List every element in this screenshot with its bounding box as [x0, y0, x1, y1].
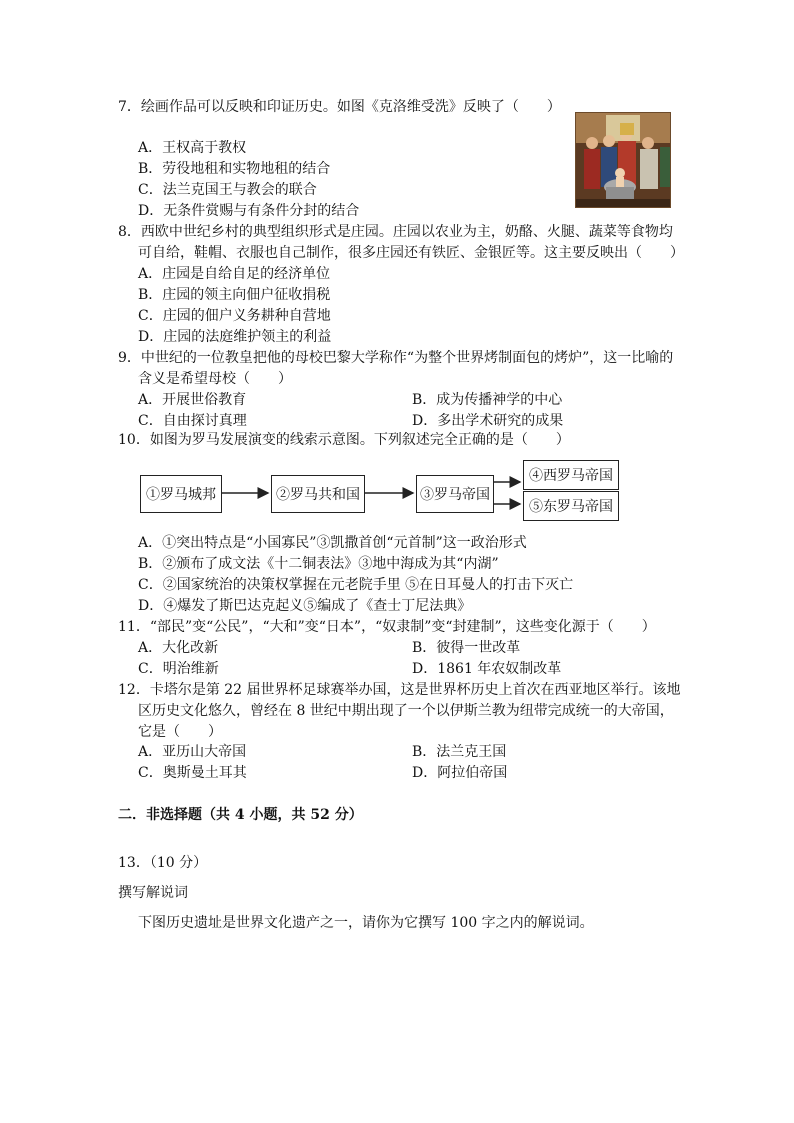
section2-title: 二．非选择题（共 4 小题，共 52 分） [118, 807, 363, 823]
painting-image [576, 113, 670, 207]
q8-option-b: B．庄园的领主向佃户征收捐税 [138, 287, 331, 303]
q12-option-b: B．法兰克王国 [412, 744, 507, 760]
q11-option-d: D．1861 年农奴制改革 [412, 661, 562, 677]
q12-stem-line1: 12．卡塔尔是第 22 届世界杯足球赛举办国，这是世界杯历史上首次在西亚地区举行。该地 [118, 682, 681, 698]
rome-flow-diagram [140, 460, 620, 524]
q9-stem-line1: 9．中世纪的一位教皇把他的母校巴黎大学称作“为整个世界烤制面包的烤炉”，这一比喻的 [118, 350, 674, 366]
q12-option-c: C．奥斯曼土耳其 [138, 765, 247, 781]
q13-body: 下图历史遗址是世界文化遗产之一，请你为它撰写 100 字之内的解说词。 [138, 915, 594, 931]
q9-option-b: B．成为传播神学的中心 [412, 392, 563, 408]
q7-option-c: C．法兰克国王与教会的联合 [138, 182, 317, 198]
q7-stem: 7．绘画作品可以反映和印证历史。如图《克洛维受洗》反映了（ ） [118, 99, 561, 115]
box-western-roman-empire: ④西罗马帝国 [523, 460, 619, 490]
q13-head: 13．（10 分） [118, 855, 208, 871]
box-eastern-roman-empire: ⑤东罗马帝国 [523, 491, 619, 521]
q7-option-d: D．无条件赏赐与有条件分封的结合 [138, 203, 360, 219]
q9-option-a: A．开展世俗教育 [138, 392, 247, 408]
q12-stem-line2: 区历史文化悠久，曾经在 8 世纪中期出现了一个以伊斯兰教为纽带完成统一的大帝国， [138, 703, 674, 719]
q10-option-a: A．①突出特点是“小国寡民”③凯撒首创“元首制”这一政治形式 [138, 535, 527, 551]
clovis-baptism-painting [575, 112, 671, 208]
q8-stem-line1: 8．西欧中世纪乡村的典型组织形式是庄园。庄园以农业为主，奶酪、火腿、蔬菜等食物均 [118, 224, 673, 240]
q11-option-b: B．彼得一世改革 [412, 640, 521, 656]
q12-stem-line3: 它是（ ） [138, 724, 222, 740]
q8-option-c: C．庄园的佃户义务耕种自营地 [138, 308, 331, 324]
q7-option-a: A．王权高于教权 [138, 140, 247, 156]
box-roman-republic: ②罗马共和国 [271, 475, 365, 513]
q10-option-b: B．②颁布了成文法《十二铜表法》③地中海成为其“内湖” [138, 556, 499, 572]
q8-option-d: D．庄园的法庭维护领主的利益 [138, 329, 332, 345]
q11-option-a: A．大化改新 [138, 640, 219, 656]
q10-option-d: D．④爆发了斯巴达克起义⑤编成了《查士丁尼法典》 [138, 598, 472, 614]
q10-option-c: C．②国家统治的决策权掌握在元老院手里 ⑤在日耳曼人的打击下灭亡 [138, 577, 574, 593]
q13-subtitle: 撰写解说词 [118, 885, 188, 901]
q12-option-a: A．亚历山大帝国 [138, 744, 247, 760]
box-rome-city-state: ①罗马城邦 [140, 475, 222, 513]
q7-option-b: B．劳役地租和实物地租的结合 [138, 161, 331, 177]
q9-stem-line2: 含义是希望母校（ ） [138, 371, 292, 387]
q11-stem: 11．“部民”变“公民”，“大和”变“日本”，“奴隶制”变“封建制”，这些变化源于（ ） [118, 619, 656, 635]
q11-option-c: C．明治维新 [138, 661, 219, 677]
box-roman-empire: ③罗马帝国 [416, 475, 494, 513]
q8-option-a: A．庄园是自给自足的经济单位 [138, 266, 331, 282]
q12-option-d: D．阿拉伯帝国 [412, 765, 508, 781]
q8-stem-line2: 可自给，鞋帽、衣服也自己制作，很多庄园还有铁匠、金银匠等。这主要反映出（ ） [138, 245, 684, 261]
q10-stem: 10．如图为罗马发展演变的线索示意图。下列叙述完全正确的是（ ） [118, 432, 570, 448]
q9-option-c: C．自由探讨真理 [138, 413, 247, 429]
q9-option-d: D．多出学术研究的成果 [412, 413, 564, 429]
